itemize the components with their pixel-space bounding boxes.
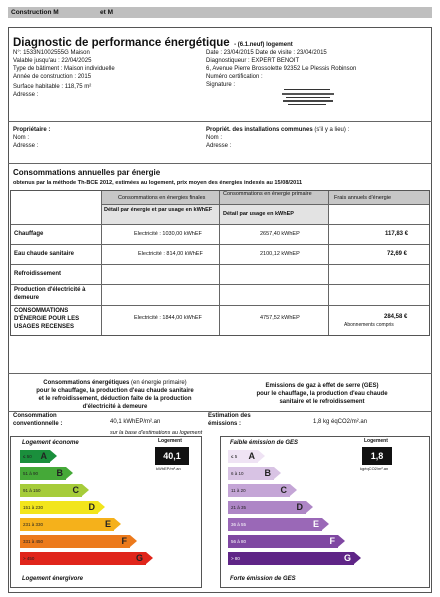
doc-building-type: Type de bâtiment : Maison individuelle xyxy=(13,66,115,72)
energy-badge-unit: kWhEP/m².an xyxy=(156,466,181,471)
doc-surface: Surface habitable : 118,75 m² xyxy=(13,84,92,90)
ges-class-arrow-tip xyxy=(354,552,361,564)
doc-address: Adresse : xyxy=(13,92,39,98)
ges-top-label: Faible émission de GES xyxy=(230,440,299,446)
row-final-total: Electricité : 1844,00 kWhEF xyxy=(134,315,202,321)
ges-class-letter: F xyxy=(329,536,335,546)
energy-class-letter: C xyxy=(72,485,79,495)
energy-class-range: 151 à 230 xyxy=(23,505,44,510)
energy-class-letter: D xyxy=(88,502,95,512)
row-primary-hot-water: 2100,12 kWhEP xyxy=(260,251,300,257)
doc-diagnostician: Diagnostiqueur : EXPERT BENOIT xyxy=(206,58,300,64)
energy-class-arrow-tip xyxy=(146,552,153,564)
energy-class-range: 91 à 150 xyxy=(23,488,41,493)
energy-title: Consommations énergétiques xyxy=(43,380,130,386)
ges-class-letter: B xyxy=(264,468,271,478)
row-final-hot-water: Electricité : 814,00 kWhEF xyxy=(138,251,203,257)
energy-class-range: 51 à 90 xyxy=(23,471,39,476)
doc-number: N°: 1533N1002555G Maison xyxy=(13,50,90,56)
row-final-heating: Electricité : 1030,00 kWhEF xyxy=(134,231,202,237)
owner-address: Adresse : xyxy=(13,143,39,149)
col-final-header: Consommations en énergies finales xyxy=(118,195,206,201)
doc-certification: Numéro certification : xyxy=(206,74,263,80)
ges-class-arrow-tip xyxy=(322,518,329,530)
ges-header xyxy=(222,382,422,406)
ges-class-range: 21 à 35 xyxy=(231,505,247,510)
energy-conv-value: 40,1 kWhEP/m².an xyxy=(110,419,161,425)
doc-title: Diagnostic de performance énergétique xyxy=(13,37,230,49)
row-cost-total: 284,58 € xyxy=(384,314,408,320)
owner-title: Propriétaire : xyxy=(13,127,51,133)
energy-rating-badge xyxy=(155,447,189,465)
energy-conv-label: Consommation conventionnelle : xyxy=(13,413,63,427)
doc-valid-until: Valable jusqu'au : 22/04/2025 xyxy=(13,58,92,64)
energy-class-arrow-tip xyxy=(130,535,137,547)
ges-est-value: 1,8 kg éqCO2/m².an xyxy=(313,419,368,425)
row-cost-hot-water: 72,69 € xyxy=(387,251,408,257)
energy-class-range: ≤ 50 xyxy=(23,454,32,459)
energy-top-label: Logement économe xyxy=(22,440,79,446)
ges-class-bar-g xyxy=(228,552,354,565)
ges-badge-value: 1,8 xyxy=(370,451,384,461)
energy-class-letter: F xyxy=(121,536,127,546)
ges-line-2: sanitaire et le refroidissement xyxy=(279,399,365,405)
ges-badge-title: Logement xyxy=(364,438,388,444)
energy-class-arrow-tip xyxy=(82,484,89,496)
energy-class-letter: B xyxy=(56,468,63,478)
doc-info-right xyxy=(206,49,356,89)
energy-class-letter: E xyxy=(104,519,111,529)
ges-class-bar-a xyxy=(228,450,258,463)
common-owner-note: (s'il y a lieu) : xyxy=(314,127,350,133)
energy-class-bar-f xyxy=(20,535,130,548)
ges-class-letter: E xyxy=(312,519,319,529)
energy-class-arrow-tip xyxy=(66,467,73,479)
doc-date: Date : 23/04/2015 Date de visite : 23/04/2015 xyxy=(206,50,327,56)
energy-class-arrow-tip xyxy=(98,501,105,513)
energy-badge-title: Logement xyxy=(158,438,182,444)
energy-base-note: sur la base d'estimations au logement xyxy=(110,430,203,436)
ges-badge-unit: kgéqCO2/m².an xyxy=(360,466,389,471)
ges-class-letter: D xyxy=(296,502,303,512)
doc-info-left xyxy=(13,49,115,99)
common-owner-address: Adresse : xyxy=(206,143,232,149)
row-label-total: CONSOMMATIONS D'ÉNERGIE POUR LES USAGES RECENSES xyxy=(14,308,80,330)
col-cost-header: Frais annuels d'énergie xyxy=(334,195,392,201)
energy-line-3: d'électricité à demeure xyxy=(82,404,148,410)
ges-class-bar-e xyxy=(228,518,322,531)
ges-class-letter: G xyxy=(343,553,351,563)
ges-class-letter: C xyxy=(280,485,287,495)
energy-line-1: pour le chauffage, la production d'eau chaude sanitaire xyxy=(36,388,194,394)
energy-class-range: > 450 xyxy=(23,556,35,561)
ges-class-arrow-tip xyxy=(338,535,345,547)
energy-class-arrow-tip xyxy=(50,450,57,462)
page-header-bar xyxy=(8,7,432,18)
row-primary-total: 4757,52 kWhEP xyxy=(260,315,300,321)
ges-class-range: 56 à 80 xyxy=(231,539,247,544)
ges-title: Emissions de gaz à effet de serre (GES) xyxy=(265,383,379,389)
ges-est-label: Estimation des émissions : xyxy=(208,413,251,427)
conso-subtitle: obtenus par la méthode Th-BCE 2012, estimées au logement, prix moyen des énergies indexés au 15/08/2011 xyxy=(13,180,303,186)
ges-class-bar-b xyxy=(228,467,274,480)
ges-class-letter: A xyxy=(248,451,255,461)
owner-name: Nom : xyxy=(13,135,30,141)
ges-class-range: ≤ 5 xyxy=(231,454,238,459)
energy-class-bar-b xyxy=(20,467,66,480)
common-owner-title: Propriét. des installations communes xyxy=(206,127,313,133)
energy-title-note: (en énergie primaire) xyxy=(130,380,187,386)
doc-title-note: - (6.1.neuf) logement xyxy=(234,42,293,48)
energy-class-bar-a xyxy=(20,450,50,463)
row-cost-total-note: Abonnements compris xyxy=(344,322,394,328)
ges-class-arrow-tip xyxy=(258,450,265,462)
header-mid-text: et M xyxy=(100,9,113,16)
energy-class-bar-g xyxy=(20,552,146,565)
ges-class-range: 6 à 10 xyxy=(231,471,244,476)
energy-line-2: et le refroidissement, déduction faite de la production xyxy=(38,396,192,402)
ges-class-range: 11 à 20 xyxy=(231,488,246,493)
ges-line-1: pour le chauffage, la production d'eau chaude xyxy=(256,391,388,397)
row-label-heating: Chauffage xyxy=(14,231,44,237)
doc-diag-address: 6, Avenue Pierre Brossolette 92352 Le Plessis Robinson xyxy=(206,66,357,72)
col-primary-header: Consommations en énergie primaire xyxy=(223,191,312,197)
row-cost-heating: 117,83 € xyxy=(385,231,409,237)
common-owner-name: Nom : xyxy=(206,135,223,141)
conso-title: Consommations annuelles par énergie xyxy=(13,168,161,177)
energy-class-range: 331 à 450 xyxy=(23,539,44,544)
energy-class-bar-d xyxy=(20,501,98,514)
ges-bottom-label: Forte émission de GES xyxy=(230,576,296,582)
signature-stamp xyxy=(280,85,340,109)
energy-header xyxy=(20,379,210,411)
ges-class-bar-f xyxy=(228,535,338,548)
energy-class-letter: G xyxy=(135,553,143,563)
energy-badge-value: 40,1 xyxy=(163,451,181,461)
energy-class-arrow-tip xyxy=(114,518,121,530)
ges-class-bar-c xyxy=(228,484,290,497)
ges-class-arrow-tip xyxy=(290,484,297,496)
energy-class-bar-e xyxy=(20,518,114,531)
ges-class-arrow-tip xyxy=(306,501,313,513)
ges-class-bar-d xyxy=(228,501,306,514)
ges-class-arrow-tip xyxy=(274,467,281,479)
energy-bottom-label: Logement énergivore xyxy=(22,576,84,582)
owner-left xyxy=(13,126,50,150)
row-primary-heating: 2657,40 kWhEP xyxy=(260,231,300,237)
row-label-hot-water: Eau chaude sanitaire xyxy=(14,251,75,257)
row-label-cooling: Refroidissement xyxy=(14,271,62,277)
energy-class-letter: A xyxy=(40,451,47,461)
sub-primary-header: Détail par usage en kWhEP xyxy=(223,211,294,217)
energy-class-bar-c xyxy=(20,484,82,497)
owner-right xyxy=(206,126,349,150)
energy-class-range: 231 à 330 xyxy=(23,522,44,527)
ges-class-range: > 80 xyxy=(231,556,240,561)
ges-class-range: 36 à 55 xyxy=(231,522,247,527)
sub-final-header: Détail par énergie et par usage en kWhEF xyxy=(104,207,213,213)
row-label-electricity-production: Production d'électricité à demeure xyxy=(14,287,86,301)
ges-rating-badge xyxy=(362,447,392,465)
doc-construction-year: Année de construction : 2015 xyxy=(13,74,92,80)
doc-signature-label: Signature : xyxy=(206,82,236,88)
header-left-text: Construction M xyxy=(11,9,59,16)
